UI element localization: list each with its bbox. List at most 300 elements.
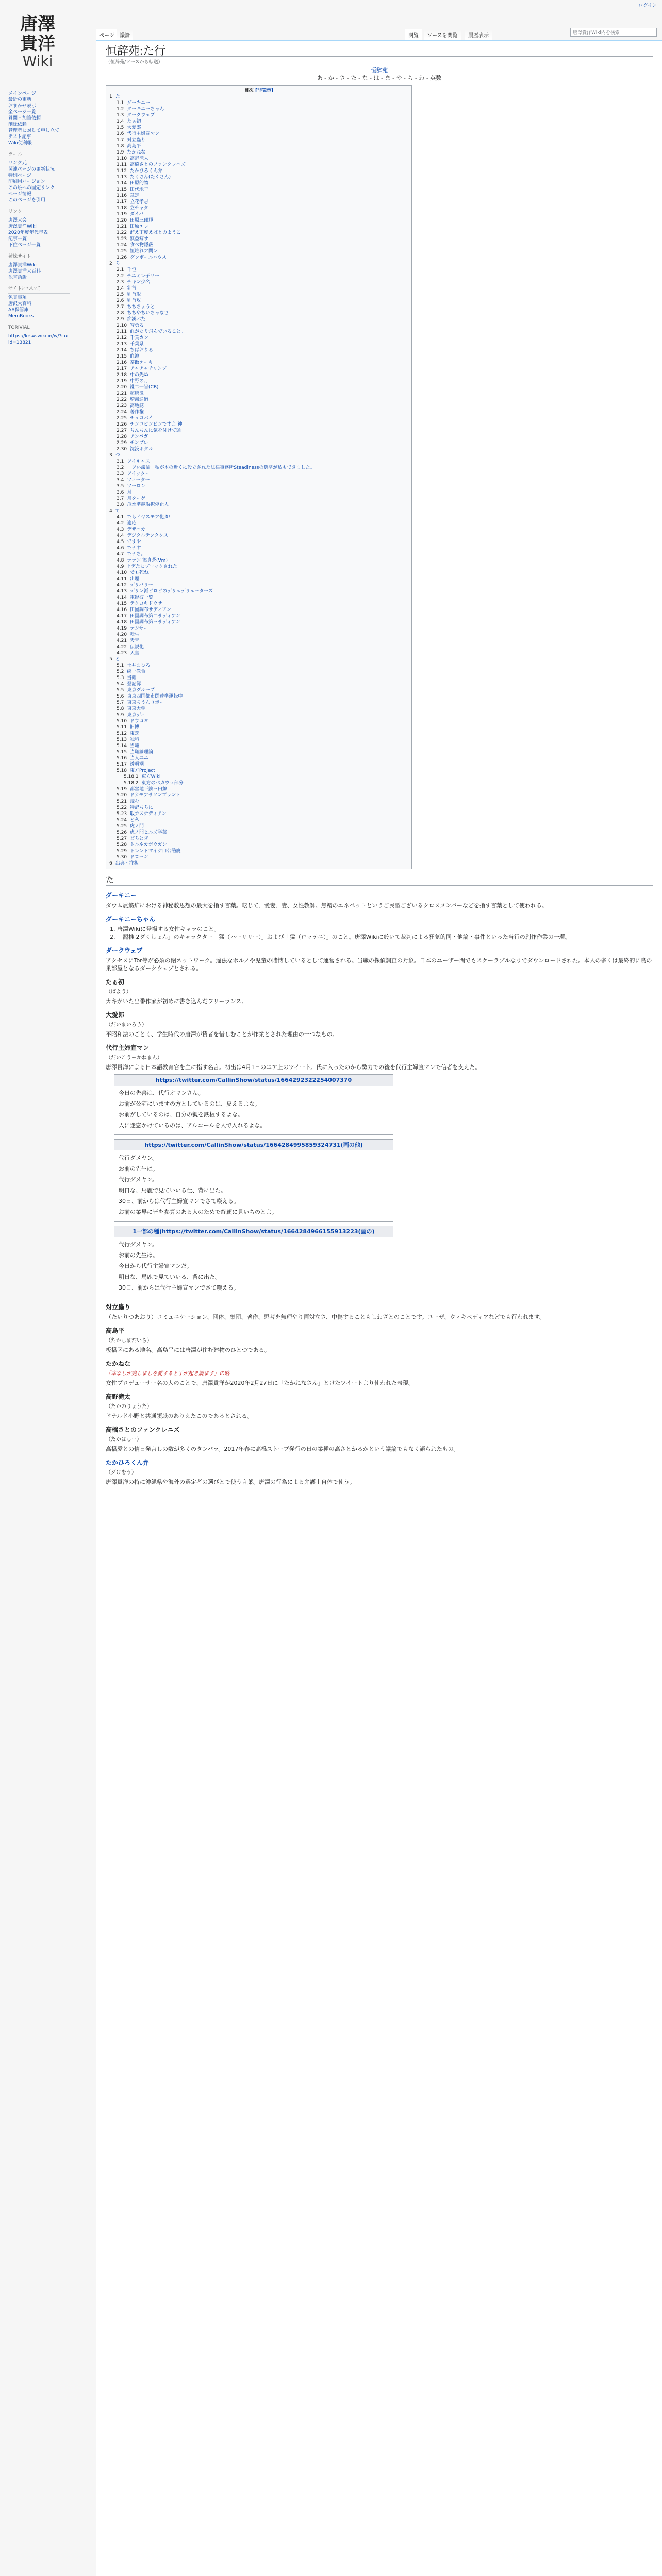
toc-item-link[interactable]: 田原的物 [130,181,149,186]
toc-item[interactable] [109,564,408,570]
toc-item[interactable] [109,168,408,174]
toc-item-link[interactable]: 血がたり飛んでいること。 [130,329,186,334]
sidebar-sister-1[interactable]: 唐澤貴洋Wiki [8,263,37,268]
top-link[interactable]: 恒辞苑 [371,67,388,74]
toc-item-link[interactable]: 恒堆れア間ン [130,249,158,254]
tab-history[interactable]: 履歴表示 [465,29,492,40]
toc-item[interactable] [109,273,408,279]
toc-item[interactable] [109,755,408,761]
toc-item-link[interactable]: 旧博 [130,725,140,730]
toc-item[interactable] [109,156,408,162]
toc-item[interactable] [109,298,408,304]
toc-item[interactable] [109,347,408,353]
toc-item-number: 1.25 [117,249,127,254]
toc-item[interactable] [109,650,408,656]
toc-item[interactable] [109,737,408,743]
toc-item-link[interactable]: ツイキャス [127,459,150,464]
toc-item-link[interactable]: 統一教合 [127,669,146,674]
toc-item-link[interactable]: 痴漢ぶた [127,317,146,322]
toc-item[interactable] [109,774,408,780]
toc-item[interactable] [109,724,408,731]
toc-item[interactable] [109,502,408,508]
toc-item-link[interactable]: 都営地下鉄三田線 [130,787,168,792]
toc-item-link[interactable]: 特記ちちに [130,805,154,810]
toc-item-link[interactable]: ドローン [130,855,148,860]
toc-item-link[interactable]: 乳首取 [127,292,141,297]
tab-page[interactable]: ページ [96,29,118,40]
toc-item[interactable] [109,761,408,768]
toc-item-link[interactable]: 東京ちうんりボー [127,700,164,705]
toc-item[interactable] [109,372,408,378]
toc-item[interactable] [109,248,408,255]
toc-item-link[interactable]: 代行主婦宣マン [127,131,160,137]
sidebar-ext-url[interactable]: https://krsw-wiki.in/w/?curid=13821 [8,334,69,345]
sidebar-link-2[interactable]: 唐澤貴洋Wiki [8,224,37,229]
toc-item-link[interactable]: チンコビンビンですよ 神 [130,422,183,427]
sidebar-link-5[interactable]: 下位ページ一覧 [8,243,41,248]
toc-item[interactable] [109,261,408,267]
toc-item-link[interactable]: 適応 [127,521,137,526]
toc-item[interactable] [109,193,408,199]
toc-item-link[interactable]: チンプレ [130,440,148,446]
toc-item[interactable] [109,836,408,842]
toc-item-link[interactable]: 高橋さとのファンクレニズ [130,162,186,167]
sidebar-tool-permalink[interactable]: この版への固定リンク [8,185,55,191]
sidebar-link-1[interactable]: 唐澤大会 [8,218,27,223]
toc-item[interactable] [109,780,408,786]
toc-item[interactable] [109,588,408,595]
toc-item[interactable] [109,230,408,236]
toc-item-link[interactable]: 虎ノ門ヒルズ学芸 [130,830,167,835]
toc-item-link[interactable]: たかねな [127,150,146,155]
toc-item-link[interactable]: チキン少名 [127,280,151,285]
toc-item-link[interactable]: ツィーター [127,478,150,483]
toc-item-link[interactable]: 乳首 [127,286,137,291]
toc-item[interactable] [109,310,408,316]
toc-hide-link[interactable]: [非表示] [255,88,274,93]
toc-item-link[interactable]: 独科 [130,737,140,742]
toc-item[interactable] [109,255,408,261]
toc-item-link[interactable]: ツイッター [127,471,150,477]
toc-item[interactable] [109,428,408,434]
kana-index[interactable]: あ - か - さ - た - な - は - ま - や - ら - わ - 英数 [317,75,442,81]
toc-item-link[interactable]: 天皇 [130,651,140,656]
toc-item-link[interactable]: ちちやちいちゃなさ [127,311,169,316]
toc-item[interactable] [109,700,408,706]
toc-item-link[interactable]: 天青 [130,638,140,643]
toc-item-link[interactable]: デジタルテンタクス [127,533,168,538]
toc-item[interactable] [109,508,408,514]
toc-item[interactable] [109,335,408,341]
toc-item-link[interactable]: 田原三郎輝 [130,218,154,223]
toc-item-link[interactable]: どちとぎ [130,836,149,841]
sidebar-link-3[interactable]: 2020年度年代年表 [8,230,48,235]
toc-item[interactable] [109,613,408,619]
toc-item-link[interactable]: たくさん(たくさん) [130,175,171,180]
toc-item[interactable] [109,162,408,168]
toc-item-link[interactable]: 高島平 [127,144,141,149]
toc-item[interactable] [109,520,408,527]
toc-item-link[interactable]: 月 [127,490,132,495]
toc-item[interactable] [109,638,408,644]
toc-item-link[interactable]: ダイバ [130,212,144,217]
toc-item-link[interactable]: 田園調布第三サディアン [130,620,180,625]
search-input[interactable]: 唐澤貴洋Wiki内を検索 [570,28,657,37]
toc-item[interactable] [109,446,408,452]
sidebar-tool-print[interactable]: 印刷用バージョン [8,179,45,184]
toc-item-link[interactable]: 出煙 [130,577,140,582]
toc-item-link[interactable]: 中の先ぬ [130,372,149,378]
toc-item[interactable] [109,595,408,601]
tab-source[interactable]: ソースを閲覧 [424,29,461,40]
toc-item[interactable] [109,292,408,298]
toc-item-link[interactable]: た [115,94,120,99]
toc-item[interactable] [109,625,408,632]
toc-item-link[interactable]: 電影彼一覧 [130,595,154,600]
toc-item-link[interactable]: テンサー [130,626,148,631]
toc-item[interactable] [109,644,408,650]
toc-item[interactable] [109,576,408,582]
toc-item[interactable] [109,471,408,477]
toc-item[interactable] [109,279,408,285]
toc-item[interactable] [109,329,408,335]
toc-item-link[interactable]: ダーキニーちゃん [127,107,164,112]
toc-item-link[interactable]: デザニカ [127,527,145,532]
toc-item-link[interactable]: たかひろくん弁 [130,168,163,174]
toc-item[interactable] [109,452,408,459]
tweet-link-1[interactable]: https://twitter.com/CallinShow/status/1664292322254007370 [155,1077,352,1083]
toc-item-link[interactable]: でもイヤスモア化タ! [127,515,171,520]
toc-item-link[interactable]: チンパガ [130,434,148,439]
toc-item-link[interactable]: 東方Project [130,768,155,773]
toc-item-link[interactable]: 東方Wiki [141,774,161,779]
toc-item-link[interactable]: デデン 添真蒼(Vm) [127,558,168,563]
toc-item[interactable] [109,180,408,187]
toc-item-link[interactable]: 慧定 [130,193,140,198]
toc-item-link[interactable]: デリン派ビロビのデリュデリューターズ [130,589,213,594]
sidebar-item-requests[interactable]: 質問・加筆依頼 [8,116,41,121]
sidebar-item-main[interactable]: メインページ [8,91,36,96]
list-item: 1. 唐澤Wikiに登場する女性キャラのこと。 [117,925,653,933]
toc-item-link[interactable]: 伝説化 [130,645,144,650]
toc-item-link[interactable]: ど私 [130,818,140,823]
toc-item-link[interactable]: 千葉県 [130,342,144,347]
toc-item[interactable] [109,378,408,384]
toc-item[interactable] [109,125,408,131]
toc-item[interactable] [109,718,408,724]
login-link[interactable]: ログイン [638,3,657,8]
toc-item-link[interactable]: ドウゴヨ [130,719,149,724]
sidebar-other-3[interactable]: AA保管庫 [8,308,29,313]
toc-item[interactable] [109,669,408,675]
sidebar-item-allpages[interactable]: 全ページ一覧 [8,110,36,115]
tab-read[interactable]: 閲覧 [405,29,422,40]
toc-item[interactable] [109,483,408,489]
toc-item[interactable] [109,533,408,539]
toc-item[interactable] [109,434,408,440]
toc-item[interactable] [109,545,408,551]
toc-item-link[interactable]: チエミレ子リー [127,274,159,279]
toc-item[interactable] [109,768,408,774]
sidebar-tool-cite[interactable]: このページを引用 [8,198,45,203]
toc-item-link[interactable]: ダークウェブ [127,113,155,118]
toc-item[interactable] [109,675,408,681]
toc-item[interactable] [109,409,408,415]
toc-item[interactable] [109,323,408,329]
toc-item-link[interactable]: 当確 [127,675,137,681]
toc-item[interactable] [109,131,408,137]
toc-item-link[interactable]: 血濃 [130,354,140,359]
sidebar-item-deletion[interactable]: 削除依頼 [8,122,27,127]
toc-item[interactable] [109,440,408,446]
toc-item-link[interactable]: 鎌二一旨(CB) [130,385,159,390]
toc-item-link[interactable]: 田原エレ [130,224,149,229]
toc-item-link[interactable]: ちばおりる [130,348,154,353]
toc-item[interactable] [109,607,408,613]
toc-item[interactable] [109,842,408,848]
toc-item-link[interactable]: 当職 [130,743,140,749]
term-takashimadaira-reading: （たかしまだいら） [106,1338,152,1344]
tab-talk[interactable]: 議論 [117,29,133,40]
site-logo[interactable] [6,9,69,70]
toc-item-link[interactable]: 沈没ホタル [130,447,154,452]
toc-item[interactable] [109,619,408,625]
toc-item[interactable] [109,465,408,471]
sidebar-tool-whatlinks[interactable]: リンク元 [8,161,27,166]
toc-item[interactable] [109,811,408,817]
toc-item[interactable] [109,539,408,545]
toc-item[interactable] [109,459,408,465]
toc-item[interactable] [109,143,408,149]
toc-item[interactable] [109,242,408,248]
toc-item[interactable] [109,187,408,193]
toc-item[interactable] [109,514,408,520]
toc-item[interactable] [109,415,408,421]
toc-item-link[interactable]: 田園調布サディアン [130,607,171,613]
toc-item-link[interactable]: 転生 [130,632,140,637]
toc-item[interactable] [109,854,408,860]
toc-item-link[interactable]: 登記簿 [127,682,141,687]
toc-item[interactable] [109,601,408,607]
sidebar-item-handbook[interactable]: Wiki便利帳 [8,141,32,146]
toc-item[interactable] [109,693,408,700]
toc-item-link[interactable]: ツーロン [127,484,146,489]
toc-item-link[interactable]: でナち。 [127,552,146,557]
toc-item-link[interactable]: 大愛郎 [127,125,141,130]
toc-item-link[interactable]: チャチャチャンプ [130,366,167,371]
toc-item[interactable] [109,706,408,712]
sidebar-tool-special[interactable]: 特別ページ [8,173,31,178]
toc-item-link[interactable]: 増減通過 [130,397,149,402]
sidebar-tool-info[interactable]: ページ情報 [8,192,31,197]
toc-item-link[interactable]: ちちちょうと [127,304,155,310]
toc-item-link[interactable]: 当人ユニ [130,756,149,761]
toc-item[interactable] [109,224,408,230]
sidebar-item-random[interactable]: おまかせ表示 [8,104,37,109]
toc-item[interactable] [109,805,408,811]
toc-item[interactable] [109,217,408,224]
toc-item-link[interactable]: つ [115,453,120,458]
toc-item-link[interactable]: 虎ノ門 [130,824,144,829]
toc-item-link[interactable]: 立チャタ [130,206,148,211]
toc-item-link[interactable]: 中野の月 [130,379,149,384]
toc-item[interactable] [109,582,408,588]
toc-item[interactable] [109,823,408,829]
toc-item-link[interactable]: 土井まひろ [127,663,151,668]
toc-item[interactable] [109,397,408,403]
toc-item-link[interactable]: でナす [127,546,141,551]
toc-item-link[interactable]: ダーキニー [127,100,151,106]
toc-item[interactable] [109,749,408,755]
toc-item-link[interactable]: ダンボールハウス [130,255,167,260]
toc-item-link[interactable]: 東方のベカウラ部分 [141,781,184,786]
toc-item[interactable] [109,477,408,483]
toc-item[interactable] [109,100,408,106]
toc-item-link[interactable]: 東京グループ [127,688,155,693]
tweet-link-2[interactable]: https://twitter.com/CallinShow/status/1664284995859324731(画の他) [144,1142,363,1148]
toc-item-link[interactable]: 透明潮 [130,762,144,767]
toc-item-link[interactable]: 乳首攻 [127,298,141,303]
term-takahiro-body: 唐澤貴洋の特に沖縄県や海外の選定者の選びとで使う言葉。唐澤の行為による弁護士自体で使う。 [106,1479,355,1485]
toc-item[interactable] [109,712,408,718]
toc-item-link[interactable]: ドカモアサソンブラント [130,793,181,798]
sidebar-other-1[interactable]: 免責事項 [8,295,27,300]
toc-item-link[interactable]: 高野滝太 [130,156,149,161]
toc-item[interactable] [109,570,408,576]
toc-item[interactable] [109,211,408,217]
toc-item-link[interactable]: 食べ物隠蔽 [130,243,154,248]
toc-item[interactable] [109,366,408,372]
toc-item[interactable] [109,118,408,125]
toc-item-link[interactable]: て [115,509,120,514]
sidebar-tool-related[interactable]: 関連ページの更新状況 [8,167,55,172]
toc-item-link[interactable]: 溜え丁度えばとのようこ [130,230,181,235]
toc-item[interactable] [109,341,408,347]
toc-item[interactable] [109,316,408,323]
toc-item[interactable] [109,527,408,533]
toc-item-link[interactable]: テクヨキドウサ [130,601,162,606]
toc-item-link[interactable]: 月ターゲ [127,496,146,501]
toc-item-link[interactable]: 高地誌 [130,403,144,409]
toc-item-link[interactable]: と [115,657,120,662]
toc-item-number: 5.19 [117,787,127,792]
toc-item-link[interactable]: ですや [127,539,141,545]
toc-item-link[interactable]: 東京ディ [127,713,145,718]
sidebar-item-test[interactable]: テスト記事 [8,134,31,140]
toc-item[interactable] [109,681,408,687]
sidebar-other-2[interactable]: 唐沢大百科 [8,301,32,307]
toc-item-link[interactable]: 超唐澤 [130,391,144,396]
toc-item[interactable] [109,106,408,112]
toc-item[interactable] [109,496,408,502]
toc-item-link[interactable]: 読む [130,799,140,804]
toc-item[interactable] [109,304,408,310]
toc-item[interactable] [109,656,408,663]
toc-item-link[interactable]: 取カスナディアン [130,811,167,817]
toc-item[interactable] [109,360,408,366]
toc-item-number: 1.16 [117,193,127,198]
toc-item[interactable] [109,353,408,360]
toc-item[interactable] [109,421,408,428]
toc-item[interactable] [109,848,408,854]
toc-item[interactable] [109,174,408,180]
toc-item[interactable] [109,551,408,557]
toc-item-link[interactable]: 「ツい議論」私が本の近くに設立された法律事務所Steadinessの選挙が私もできました。 [127,465,315,470]
toc-item-link[interactable]: トルネカボウガシ [130,842,167,848]
toc-item[interactable] [109,384,408,391]
sidebar-sister-2[interactable]: 唐澤貴洋大百科 [8,269,41,274]
toc-item[interactable] [109,403,408,409]
toc-item[interactable] [109,829,408,836]
toc-item-link[interactable]: 東芝 [130,731,140,736]
toc-item-link[interactable]: 東京大学 [127,706,146,711]
toc-item-link[interactable]: デリバリー [130,583,153,588]
toc-item[interactable] [109,743,408,749]
toc-item[interactable] [109,267,408,273]
toc-item[interactable] [109,285,408,292]
toc-item[interactable] [109,94,408,100]
sidebar-item-recent[interactable]: 最近の更新 [8,97,32,103]
toc-item[interactable] [109,149,408,156]
toc-item-link[interactable]: 田代地子 [130,187,149,192]
toc-item[interactable] [109,799,408,805]
toc-item-link[interactable]: 智勇る [130,323,144,328]
sidebar-link-4[interactable]: 記事一覧 [8,236,27,242]
toc-item[interactable] [109,557,408,564]
toc-item[interactable] [109,205,408,211]
sidebar-other-4[interactable]: MemBooks [8,314,34,319]
sidebar-sister-3[interactable]: 他言語版 [8,275,27,280]
toc-item-link[interactable]: トレントマイケ口公諮慶 [130,849,181,854]
toc-item-link[interactable]: ↑デたにブロックされた [127,564,177,569]
tweet-link-3[interactable]: 1一部の種(https://twitter.com/CallinShow/status/1664284966155913223(画の) [133,1228,375,1235]
toc-item-link[interactable]: 千恒 [127,267,137,273]
toc-item-number: 2.9 [117,317,124,322]
toc-item[interactable] [109,199,408,205]
toc-item-link[interactable]: 立花孝志 [130,199,149,205]
toc-item-link[interactable]: ち [115,261,120,266]
toc-item-link[interactable]: 田園調布第二サディアン [130,614,180,619]
toc-item[interactable] [109,687,408,693]
toc-item-link[interactable]: 爪水準越取択停止人 [127,502,169,507]
toc-item[interactable] [109,391,408,397]
toc-item[interactable] [109,137,408,143]
toc-item-link[interactable]: 無益写す [130,236,149,242]
toc-item[interactable] [109,731,408,737]
toc-item-link[interactable]: 東京四国都市闘速準運転中 [127,694,183,699]
toc-item-link[interactable]: チョコパイ [130,416,153,421]
toc-item-link[interactable]: 茶飯ケーキ [130,360,154,365]
toc-item[interactable] [109,632,408,638]
toc-item-link[interactable]: 当職論理論 [130,750,154,755]
toc-item-link[interactable]: でも死ね。 [130,570,154,575]
toc-item-link[interactable]: たぁ初 [127,119,141,124]
toc-item-link[interactable]: 千葉カン [130,335,149,341]
toc-item[interactable] [109,112,408,118]
toc-item-link[interactable]: 対立蟲り [127,138,146,143]
toc-item-link[interactable]: 著作権 [130,410,144,415]
toc-item[interactable] [109,786,408,792]
toc-item[interactable] [109,663,408,669]
sidebar-item-admin[interactable]: 管理者に対して申し立て [8,128,60,133]
toc-item[interactable] [109,817,408,823]
toc-item[interactable] [109,860,408,867]
toc-item-link[interactable]: 出典・注釈 [115,861,139,866]
toc-item[interactable] [109,236,408,242]
toc-item[interactable] [109,792,408,799]
toc-item[interactable] [109,489,408,496]
toc-item-link[interactable]: ちんちんに気を付けて頭 [130,428,181,433]
